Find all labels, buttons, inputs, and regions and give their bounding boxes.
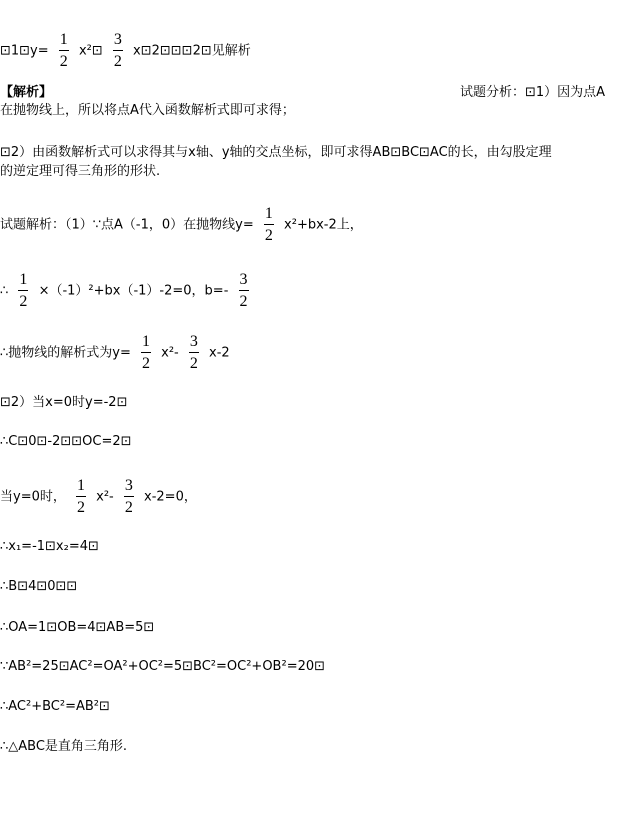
fraction-three-half: $\frac{3}{2}$: [189, 333, 198, 372]
fraction-three-half: $\frac{3}{2}$: [113, 31, 122, 70]
solution-step5: ∴C⊡0⊡-2⊡⊡OC=2⊡: [0, 434, 132, 449]
fraction-three-half: $\frac{3}{2}$: [239, 271, 248, 310]
fraction-half: $\frac{1}{2}$: [59, 31, 68, 70]
solution-step2: ∴ $\frac{1}{2}$ ×（-1）²+bx（-1）-2=0，b=- $\frac{3}{2}$: [0, 271, 248, 310]
answer-x2: x²⊡: [78, 43, 103, 59]
analysis-line2: ⊡2）由函数解析式可以求得其与x轴、y轴的交点坐标，即可求得AB⊡BC⊡AC的长，由勾股定理: [0, 145, 552, 160]
solution-step6: 当y=0时， $\frac{1}{2}$ x²- $\frac{3}{2}$ x-2=0，: [0, 477, 197, 516]
jiexi-label: 【解析】: [0, 85, 53, 100]
analysis-head: 试题分析：⊡1）因为点A: [460, 85, 606, 100]
analysis-line3: 的逆定理可得三角形的形状.: [0, 164, 161, 179]
solution-step9: ∴OA=1⊡OB=4⊡AB=5⊡: [0, 620, 155, 635]
analysis-line1: 在抛物线上，所以将点A代入函数解析式即可求得；: [0, 103, 295, 118]
fraction-half: $\frac{1}{2}$: [19, 271, 28, 310]
fraction-half: $\frac{1}{2}$: [264, 205, 273, 244]
solution-step8: ∴B⊡4⊡0⊡⊡: [0, 579, 78, 594]
solution-step10: ∵AB²=25⊡AC²=OA²+OC²=5⊡BC²=OC²+OB²=20⊡: [0, 659, 326, 674]
solution-step12: ∴△ABC是直角三角形.: [0, 739, 128, 754]
answer-line: [0, 32, 251, 70]
solution-step7: ∴x₁=-1⊡x₂=4⊡: [0, 539, 99, 554]
solution-step3: ∴抛物线的解析式为y= $\frac{1}{2}$ x²- $\frac{3}{2}$ x-2: [0, 333, 230, 372]
solution-step4: ⊡2）当x=0时y=-2⊡: [0, 395, 128, 410]
solution-step1: 试题解析：（1）∵点A（-1，0）在抛物线y= $\frac{1}{2}$ x²+bx-2上，: [0, 205, 363, 244]
answer-suffix: x⊡2⊡⊡⊡2⊡见解析: [133, 43, 251, 59]
fraction-half: $\frac{1}{2}$: [77, 477, 85, 516]
fraction-three-half: $\frac{3}{2}$: [124, 477, 133, 516]
fraction-half: $\frac{1}{2}$: [142, 333, 150, 372]
solution-step11: ∴AC²+BC²=AB²⊡: [0, 699, 110, 714]
answer-prefix: ⊡1⊡y=: [0, 43, 49, 59]
